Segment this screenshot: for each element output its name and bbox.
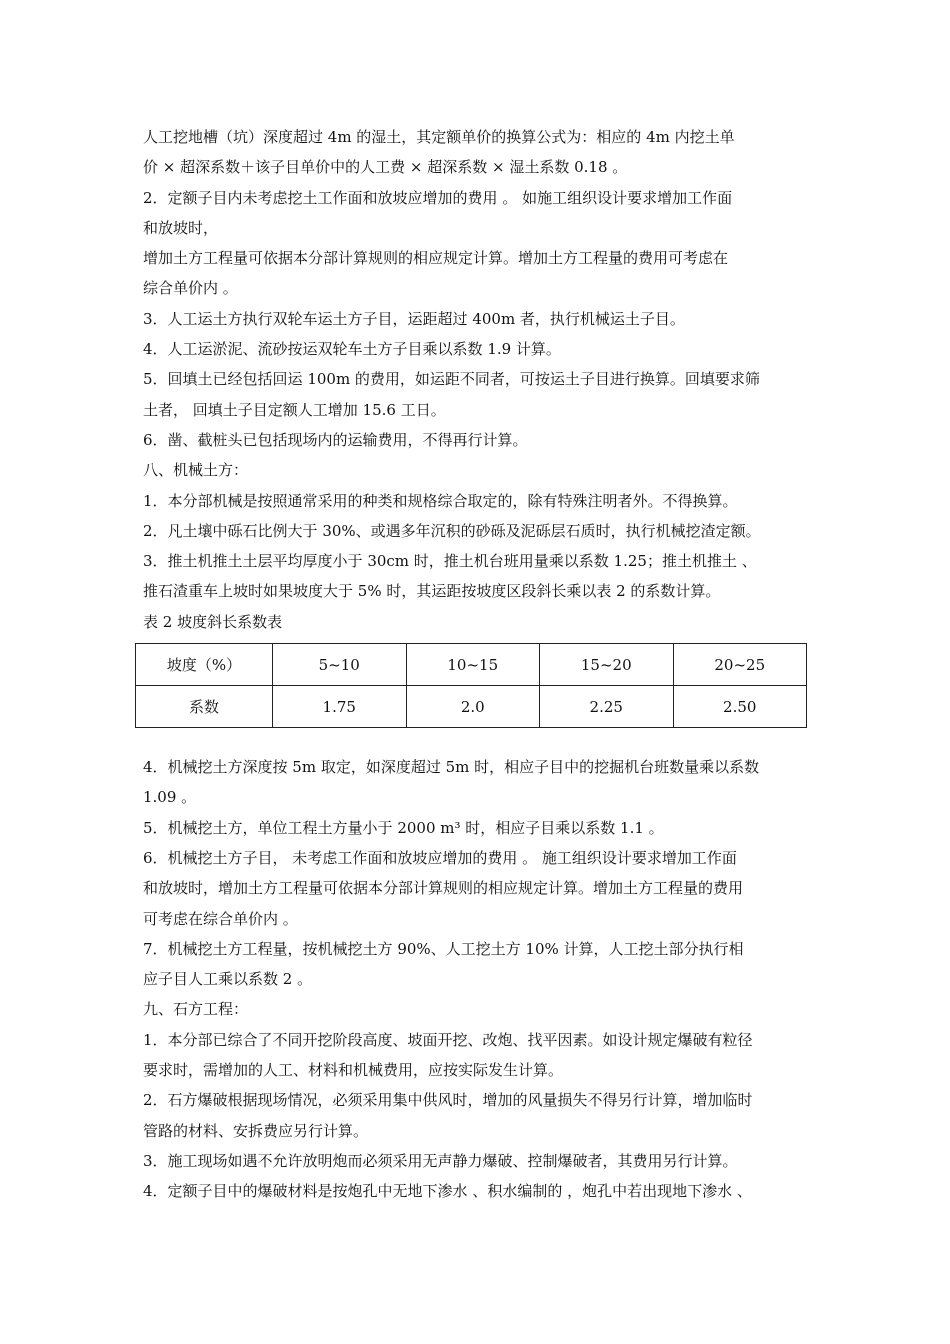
document-body <box>143 122 823 1207</box>
paragraph-line: 综合单价内 。 <box>143 279 238 298</box>
table-header-row <box>136 644 807 686</box>
paragraph-line: 4．人工运淤泥、流砂按运双轮车土方子目乘以系数 1.9 计算。 <box>143 340 561 359</box>
section-heading: 八、机械土方： <box>143 461 249 480</box>
table-cell: 系数 <box>136 686 273 728</box>
slope-table-wrapper <box>143 643 823 728</box>
paragraph-line: 3．人工运土方执行双轮车运土方子目，运距超过 400m 者，执行机械运土子目。 <box>143 309 685 328</box>
paragraph-line: 推石渣重车上坡时如果坡度大于 5% 时，其运距按坡度区段斜长乘以表 2 的系数计算。 <box>143 582 721 601</box>
table-row <box>136 686 807 728</box>
table-cell: 20~25 <box>673 644 807 686</box>
section-heading: 九、石方工程： <box>143 1000 249 1019</box>
paragraph-line: 3．推土机推土土层平均厚度小于 30cm 时，推土机台班用量乘以系数 1.25；推土机推土 、 <box>143 552 757 571</box>
paragraph-line: 价 × 超深系数＋该子目单价中的人工费 × 超深系数 × 湿土系数 0.18 。 <box>143 158 628 177</box>
paragraph-line: 要求时，需增加的人工、材料和机械费用，应按实际发生计算。 <box>143 1061 564 1080</box>
paragraph-line: 6．凿、截桩头已包括现场内的运输费用，不得再行计算。 <box>143 430 528 449</box>
paragraph-line: 和放坡时，增加土方工程量可依据本分部计算规则的相应规定计算。增加土方工程量的费用 <box>143 879 744 898</box>
paragraph-line: 和放坡时， <box>143 218 219 237</box>
paragraph-line: 2．石方爆破根据现场情况，必须采用集中供风时，增加的风量损失不得另行计算，增加临时 <box>143 1091 753 1110</box>
paragraph-line: 4．定额子目中的爆破材料是按炮孔中无地下渗水 、积水编制的 ，炮孔中若出现地下渗水 、 <box>143 1182 752 1201</box>
paragraph-line: 2．凡土壤中砾石比例大于 30%、或遇多年沉积的砂砾及泥砾层石质时，执行机械挖渣定额。 <box>143 521 761 540</box>
paragraph-line: 2．定额子目内未考虑挖土工作面和放坡应增加的费用 。 如施工组织设计要求增加工作面 <box>143 188 733 207</box>
paragraph-line: 管路的材料、安拆费应另行计算。 <box>143 1121 369 1140</box>
paragraph-line: 人工挖地槽（坑）深度超过 4m 的湿土，其定额单价的换算公式为：相应的 4m 内挖土单 <box>143 128 735 146</box>
slope-coefficient-table <box>135 643 807 728</box>
table-cell: 2.50 <box>673 686 807 728</box>
paragraph-line: 6．机械挖土方子目， 未考虑工作面和放坡应增加的费用 。 施工组织设计要求增加工作面 <box>143 848 737 867</box>
paragraph-line: 应子目人工乘以系数 2 。 <box>143 970 313 989</box>
paragraph-line: 3．施工现场如遇不允许放明炮而必须采用无声静力爆破、控制爆破者，其费用另行计算。 <box>143 1151 738 1170</box>
paragraph-line: 5．机械挖土方，单位工程土方量小于 2000 m³ 时，相应子目乘以系数 1.1 。 <box>143 818 664 837</box>
table-cell: 2.25 <box>540 686 674 728</box>
table-cell: 10~15 <box>406 644 540 686</box>
paragraph-line: 增加土方工程量可依据本分部计算规则的相应规定计算。增加土方工程量的费用可考虑在 <box>143 249 729 268</box>
table-caption: 表 2 坡度斜长系数表 <box>143 612 283 631</box>
paragraph-line: 土者， 回填土子目定额人工增加 15.6 工日。 <box>143 400 446 419</box>
table-cell: 2.0 <box>406 686 540 728</box>
table-cell: 1.75 <box>273 686 407 728</box>
paragraph-line: 7．机械挖土方工程量，按机械挖土方 90%、人工挖土方 10% 计算，人工挖土部分执行相 <box>143 939 744 958</box>
paragraph-line: 1．本分部已综合了不同开挖阶段高度、坡面开挖、改炮、找平因素。如设计规定爆破有粒径 <box>143 1030 753 1049</box>
paragraph-line: 4．机械挖土方深度按 5m 取定，如深度超过 5m 时，相应子目中的挖掘机台班数量乘以系数 <box>143 758 760 777</box>
paragraph-line: 1.09 。 <box>143 788 197 807</box>
table-cell: 5~10 <box>273 644 407 686</box>
paragraph-line: 5．回填土已经包括回运 100m 的费用，如运距不同者，可按运土子目进行换算。回填要求筛 <box>143 370 760 389</box>
paragraph-line: 可考虑在综合单价内 。 <box>143 909 298 928</box>
table-cell: 15~20 <box>540 644 674 686</box>
paragraph-line: 1．本分部机械是按照通常采用的种类和规格综合取定的，除有特殊注明者外。不得换算。 <box>143 491 738 510</box>
table-cell: 坡度（%） <box>136 644 273 686</box>
